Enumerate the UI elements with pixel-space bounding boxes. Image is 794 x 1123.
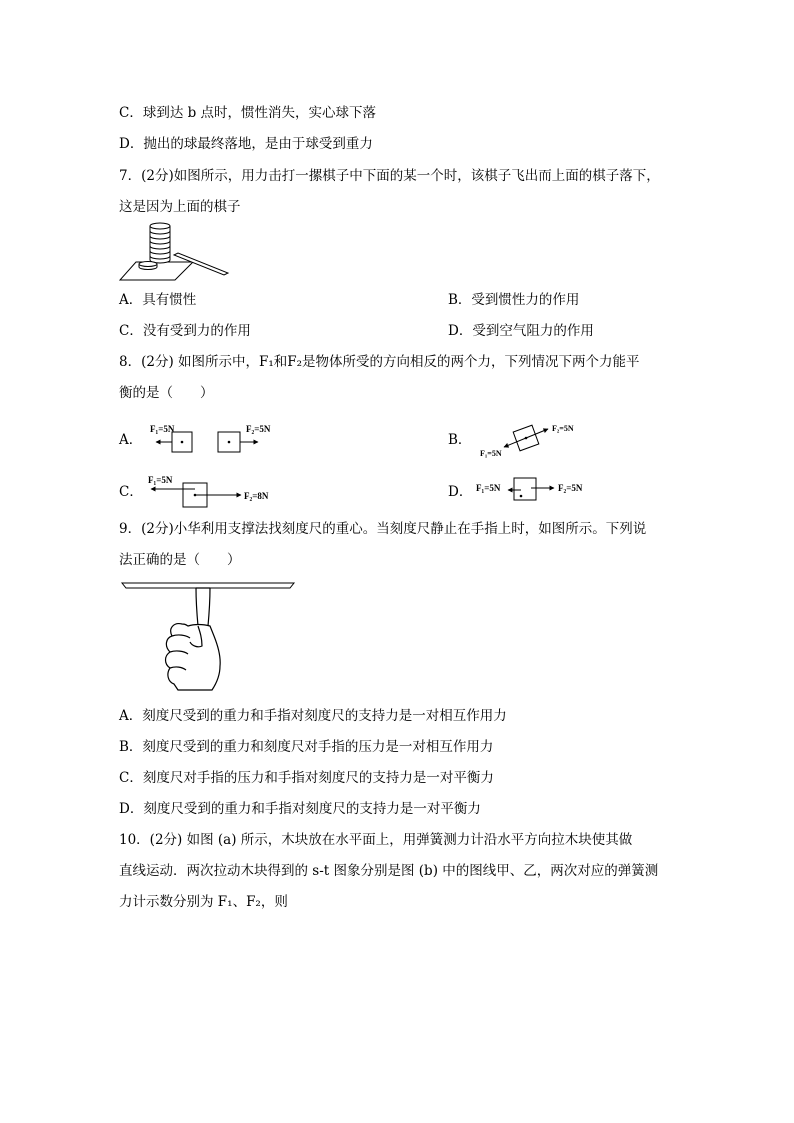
q8-stem-line1: 8．(2分) 如图所示中，F₁和F₂是物体所受的方向相反的两个力，下列情况下两个力能平 (119, 354, 640, 370)
q7-option-b: B．受到惯性力的作用 (448, 292, 580, 308)
chess-pieces-figure (118, 220, 233, 284)
q8-figure-c (145, 470, 285, 510)
q7-stem-line2: 这是因为上面的棋子 (119, 199, 241, 215)
q7-option-d: D．受到空气阻力的作用 (448, 323, 594, 339)
force-label-f1: F₁=5N (150, 424, 175, 434)
q8-stem-line2: 衡的是（ ） (119, 385, 214, 401)
q9-stem-line1: 9．(2分)小华利用支撑法找刻度尺的重心。当刻度尺静止在手指上时，如图所示。下列说 (119, 521, 647, 537)
q9-option-c: C．刻度尺对手指的压力和手指对刻度尺的支持力是一对平衡力 (119, 770, 494, 786)
q9-option-d: D．刻度尺受到的重力和手指对刻度尺的支持力是一对平衡力 (119, 801, 481, 817)
q8-option-c-label: C． (119, 484, 143, 500)
q8-option-d-label: D． (448, 484, 473, 500)
q6-option-d: D．抛出的球最终落地，是由于球受到重力 (119, 136, 373, 152)
q9-stem-line2: 法正确的是（ ） (119, 552, 241, 568)
force-label-f1: F₁=5N (148, 475, 173, 485)
q8-figure-b (476, 418, 616, 464)
q9-option-a: A．刻度尺受到的重力和手指对刻度尺的支持力是一对相互作用力 (119, 708, 507, 724)
q7-option-a: A．具有惯性 (119, 292, 197, 308)
force-label-f2: F₂=5N (246, 424, 271, 434)
q7-stem-line1: 7．(2分)如图所示，用力击打一摞棋子中下面的某一个时，该棋子飞出而上面的棋子落下， (119, 168, 660, 184)
q6-option-c: C．球到达 b 点时，惯性消失，实心球下落 (119, 105, 377, 121)
q8-option-b-label: B． (448, 432, 472, 448)
q10-stem-line2: 直线运动．两次拉动木块得到的 s-t 图象分别是图 (b) 中的图线甲、乙，两次对应的弹簧测 (119, 863, 659, 879)
q8-figure-a (148, 420, 288, 458)
force-label-f2: F₂=5N (552, 424, 574, 433)
force-label-f2: F₂=5N (558, 483, 583, 493)
q8-figure-d (474, 474, 614, 508)
q9-option-b: B．刻度尺受到的重力和刻度尺对手指的压力是一对相互作用力 (119, 739, 494, 755)
q10-stem-line3: 力计示数分别为 F₁、F₂，则 (119, 894, 288, 910)
q10-stem-line1: 10．(2分) 如图 (a) 所示，木块放在水平面上，用弹簧测力计沿水平方向拉木块使其做 (119, 832, 633, 848)
force-label-f2: F₂=8N (244, 491, 269, 501)
force-label-f1: F₁=5N (480, 449, 502, 458)
q8-option-a-label: A． (119, 432, 143, 448)
q7-option-c: C．没有受到力的作用 (119, 323, 251, 339)
ruler-on-finger-figure (118, 580, 298, 694)
force-label-f1: F₁=5N (476, 483, 501, 493)
